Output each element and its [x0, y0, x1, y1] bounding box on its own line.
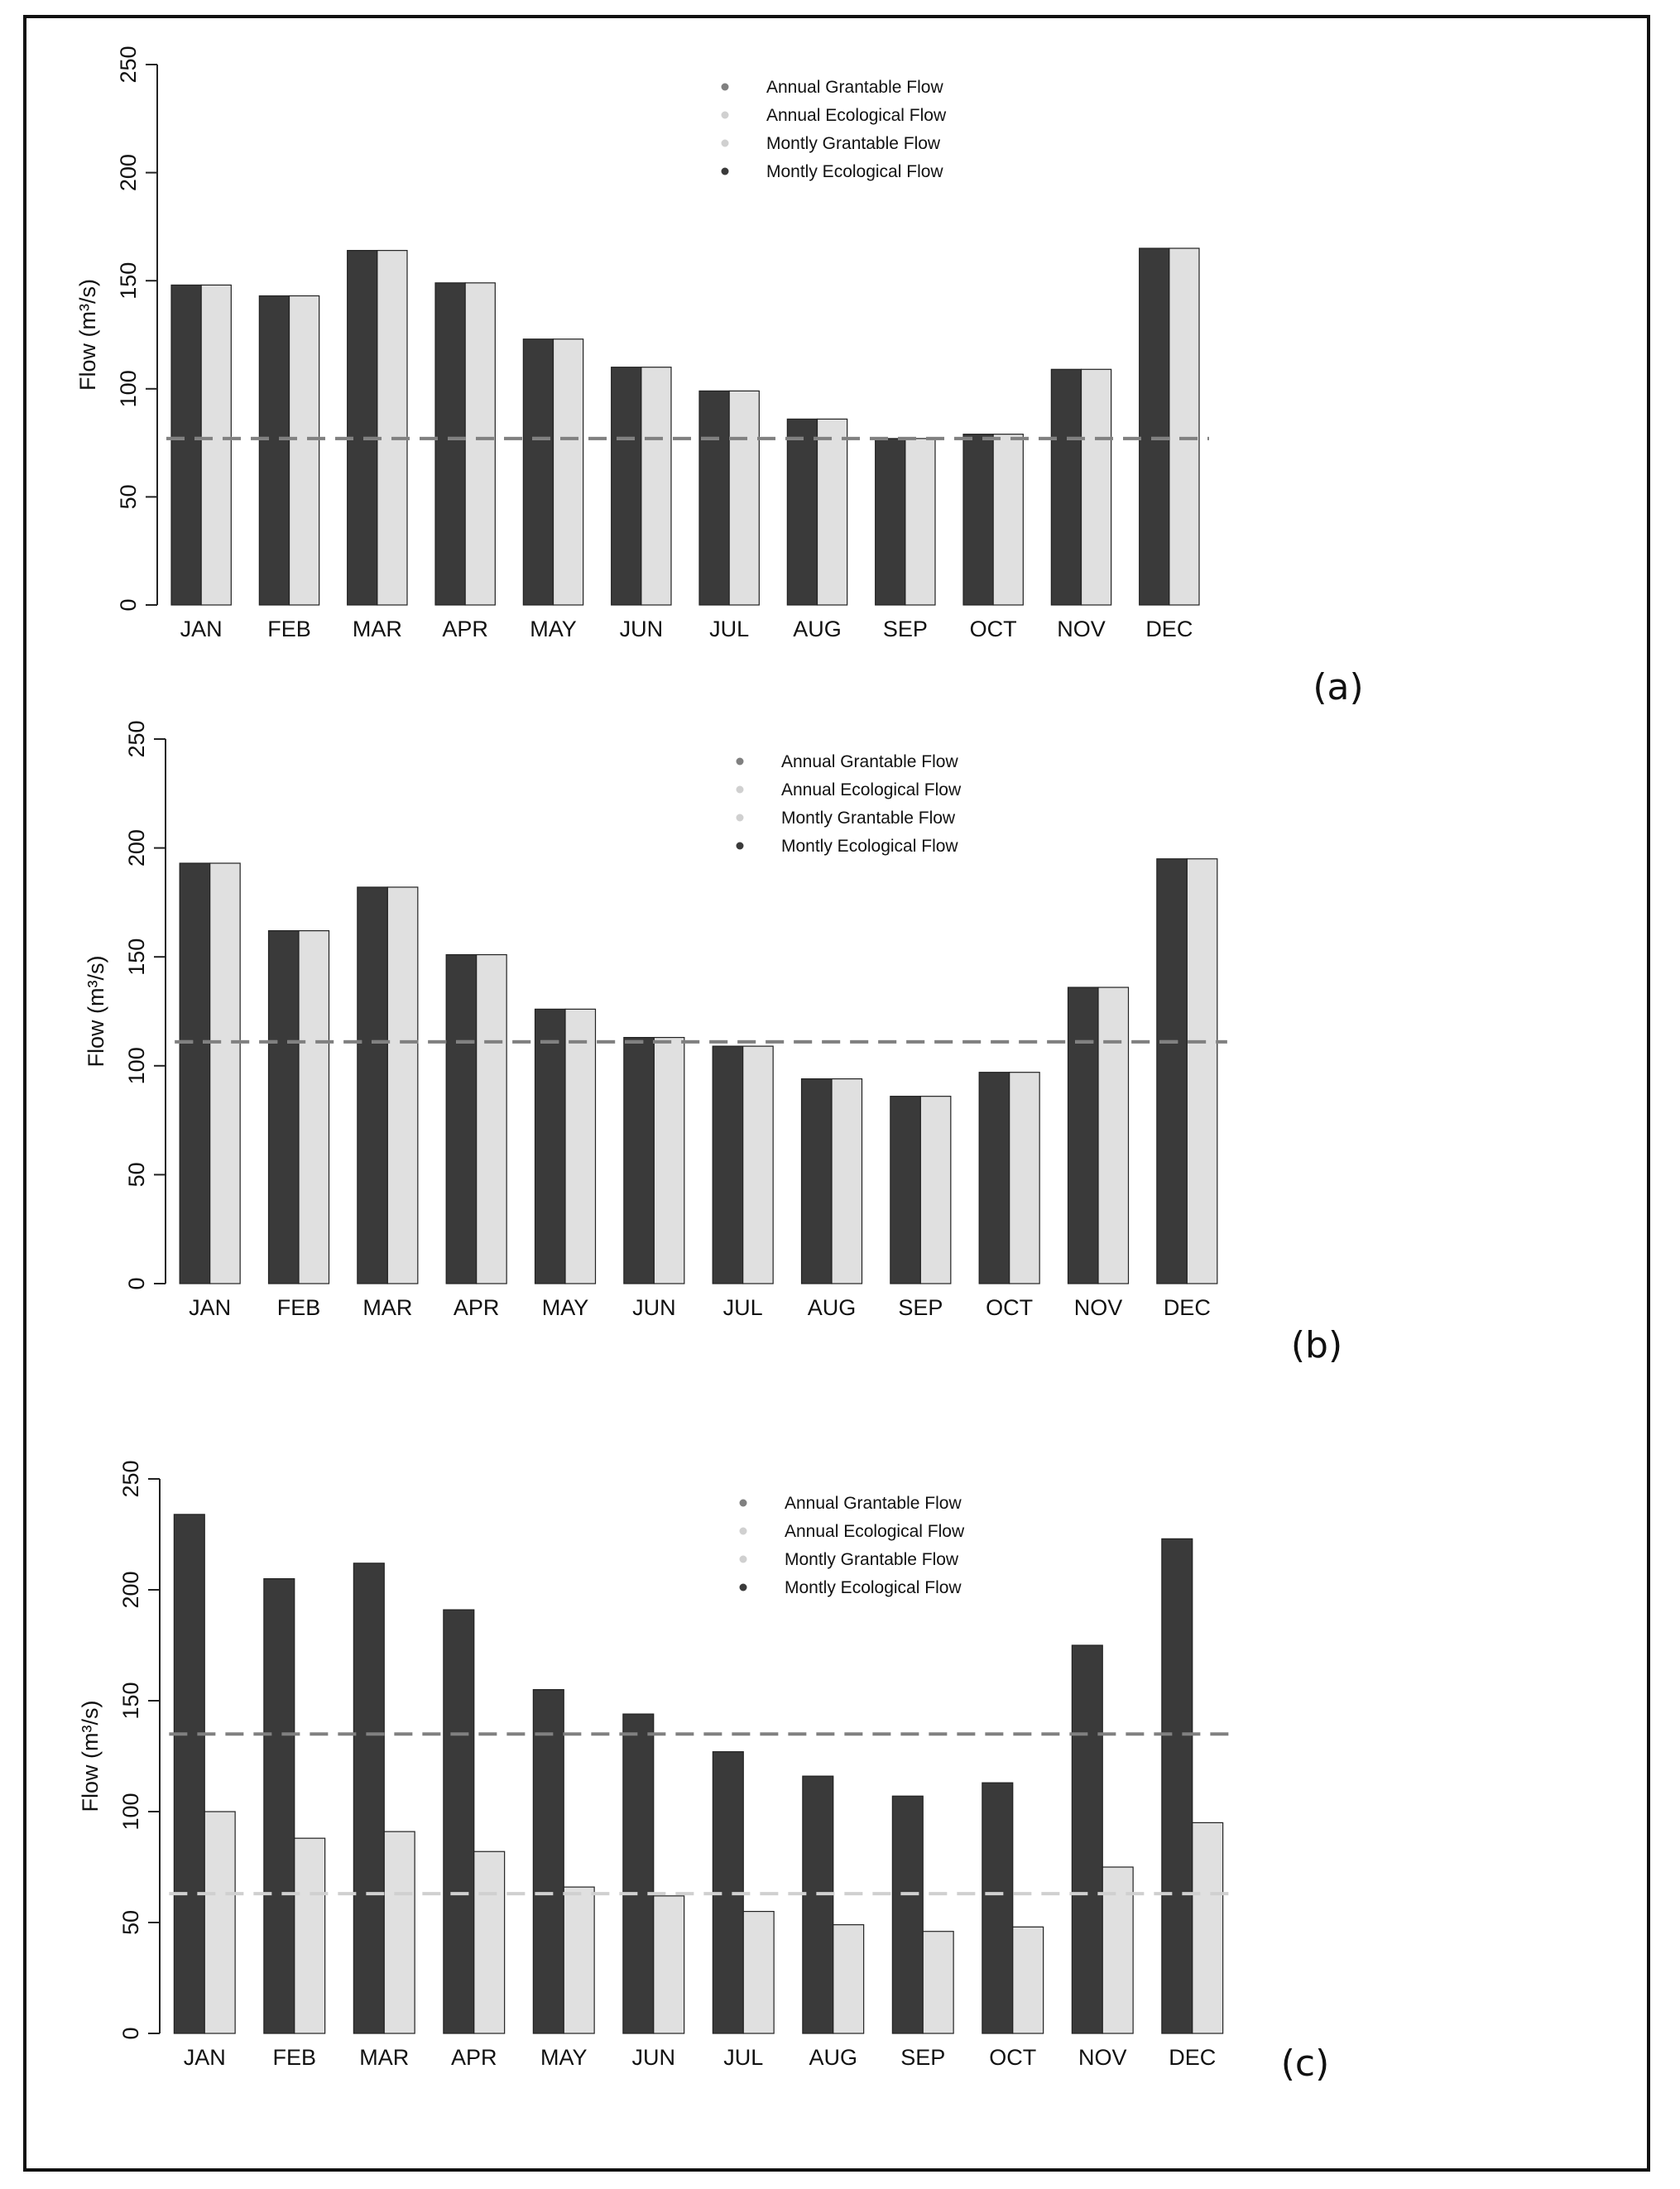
- x-tick-label: JUL: [723, 2045, 764, 2070]
- legend-marker: [740, 1584, 747, 1591]
- y-tick-label: 0: [116, 598, 141, 612]
- bar-ecological: [474, 1851, 505, 2033]
- x-tick-label: OCT: [986, 1295, 1034, 1320]
- x-tick-label: SEP: [900, 2045, 946, 2070]
- x-tick-label: MAY: [530, 617, 577, 641]
- y-tick-label: 100: [124, 1047, 149, 1085]
- bar-grantable: [444, 1610, 474, 2033]
- x-tick-label: APR: [453, 1295, 500, 1320]
- bar-ecological: [654, 1896, 684, 2033]
- x-tick-label: JAN: [180, 617, 223, 641]
- bar-ecological: [477, 955, 506, 1284]
- bar-grantable: [624, 1038, 654, 1284]
- bar-grantable: [699, 391, 729, 605]
- legend-marker: [722, 84, 729, 91]
- x-tick-label: NOV: [1073, 1295, 1123, 1320]
- legend-marker: [740, 1500, 747, 1507]
- bar-grantable: [979, 1073, 1009, 1284]
- bar-ecological: [1082, 369, 1111, 605]
- x-tick-label: JUL: [709, 617, 750, 641]
- bar-ecological: [743, 1046, 773, 1284]
- bar-grantable: [171, 285, 201, 605]
- bar-ecological: [1013, 1927, 1044, 2033]
- legend-marker: [740, 1556, 747, 1563]
- bar-grantable: [1162, 1539, 1193, 2033]
- x-tick-label: JUN: [631, 2045, 675, 2070]
- x-tick-label: SEP: [882, 617, 928, 641]
- bar-ecological: [295, 1838, 325, 2033]
- y-tick-label: 150: [118, 1682, 143, 1720]
- bar-grantable: [1157, 859, 1187, 1284]
- y-tick-label: 50: [124, 1162, 149, 1188]
- bar-ecological: [641, 367, 671, 605]
- panel-label: (a): [1313, 666, 1364, 708]
- legend-entry: Montly Grantable Flow: [781, 809, 956, 828]
- y-tick-label: 0: [124, 1277, 149, 1290]
- y-tick-label: 200: [116, 154, 141, 192]
- bar-grantable: [435, 283, 465, 605]
- legend-entry: Annual Ecological Flow: [785, 1522, 965, 1541]
- bar-grantable: [535, 1009, 565, 1284]
- bar-ecological: [384, 1831, 415, 2033]
- legend-entry: Montly Grantable Flow: [766, 134, 941, 153]
- bar-ecological: [833, 1925, 864, 2033]
- x-tick-label: FEB: [272, 2045, 317, 2070]
- x-tick-label: APR: [442, 617, 488, 641]
- x-tick-label: NOV: [1057, 617, 1106, 641]
- bar-grantable: [963, 434, 993, 605]
- x-tick-label: JUN: [619, 617, 664, 641]
- y-tick-label: 250: [118, 1460, 143, 1498]
- bar-grantable: [612, 367, 641, 605]
- legend-entry: Annual Ecological Flow: [766, 106, 947, 125]
- x-tick-label: JAN: [183, 2045, 226, 2070]
- bar-ecological: [554, 339, 583, 605]
- x-tick-label: SEP: [898, 1295, 943, 1320]
- chart-panel-3: [78, 1460, 1329, 2085]
- bar-grantable: [523, 339, 553, 605]
- bar-ecological: [1010, 1073, 1039, 1284]
- bar-ecological: [465, 283, 495, 605]
- bar-grantable: [348, 251, 377, 605]
- x-tick-label: JUL: [722, 1295, 763, 1320]
- panel-label: (b): [1290, 1324, 1343, 1366]
- bar-ecological: [201, 285, 231, 605]
- bar-ecological: [654, 1038, 684, 1284]
- x-tick-label: APR: [450, 2045, 497, 2070]
- legend-marker: [737, 758, 744, 766]
- x-tick-label: DEC: [1169, 2045, 1217, 2070]
- legend-marker: [737, 814, 744, 822]
- x-tick-label: OCT: [989, 2045, 1037, 2070]
- bar-grantable: [1068, 987, 1098, 1284]
- y-axis-title: Flow (m³/s): [78, 1700, 103, 1812]
- y-tick-label: 50: [118, 1909, 143, 1936]
- bar-ecological: [905, 439, 935, 605]
- bar-ecological: [832, 1079, 862, 1284]
- legend-entry: Montly Ecological Flow: [766, 162, 943, 181]
- bar-grantable: [264, 1579, 295, 2033]
- bar-ecological: [565, 1009, 595, 1284]
- bar-ecological: [299, 931, 329, 1284]
- x-tick-label: OCT: [969, 617, 1017, 641]
- bar-grantable: [787, 419, 817, 605]
- legend-entry: Montly Grantable Flow: [785, 1550, 959, 1569]
- y-axis-title: Flow (m³/s): [75, 279, 100, 391]
- bar-grantable: [1140, 248, 1169, 605]
- y-tick-label: 0: [118, 2027, 143, 2040]
- bar-ecological: [290, 295, 319, 605]
- chart-panel-2: [84, 720, 1342, 1366]
- y-tick-label: 100: [116, 370, 141, 408]
- bar-grantable: [982, 1783, 1013, 2033]
- panel-label: (c): [1280, 2043, 1330, 2085]
- x-tick-label: MAR: [352, 617, 402, 641]
- bar-ecological: [210, 863, 240, 1284]
- bar-grantable: [353, 1563, 384, 2033]
- legend-marker: [722, 168, 729, 175]
- bar-grantable: [358, 887, 387, 1284]
- y-tick-label: 200: [118, 1571, 143, 1609]
- legend-marker: [737, 786, 744, 794]
- x-tick-label: JAN: [189, 1295, 232, 1320]
- bar-ecological: [1193, 1822, 1223, 2033]
- bar-grantable: [174, 1515, 204, 2033]
- bar-ecological: [1187, 859, 1217, 1284]
- bar-ecological: [993, 434, 1023, 605]
- bar-ecological: [564, 1887, 594, 2033]
- bar-grantable: [446, 955, 476, 1284]
- bar-grantable: [180, 863, 209, 1284]
- bar-grantable: [803, 1776, 833, 2033]
- bar-grantable: [623, 1714, 654, 2033]
- x-tick-label: DEC: [1145, 617, 1193, 641]
- bar-ecological: [204, 1812, 235, 2033]
- bar-ecological: [377, 251, 407, 605]
- legend-entry: Annual Ecological Flow: [781, 780, 962, 799]
- legend-entry: Montly Ecological Flow: [781, 837, 958, 856]
- x-tick-label: AUG: [807, 1295, 857, 1320]
- chart-panel-1: [75, 46, 1364, 708]
- y-tick-label: 200: [124, 829, 149, 867]
- bar-grantable: [1051, 369, 1081, 605]
- x-tick-label: FEB: [276, 1295, 321, 1320]
- x-tick-label: MAR: [359, 2045, 410, 2070]
- bar-ecological: [920, 1097, 950, 1284]
- legend-marker: [737, 842, 744, 850]
- y-axis-title: Flow (m³/s): [84, 955, 108, 1068]
- bar-ecological: [923, 1932, 953, 2033]
- x-tick-label: AUG: [793, 617, 842, 641]
- legend-marker: [740, 1528, 747, 1535]
- bar-ecological: [743, 1912, 774, 2033]
- legend-entry: Montly Ecological Flow: [785, 1578, 962, 1597]
- bar-ecological: [1169, 248, 1199, 605]
- bar-grantable: [876, 439, 905, 605]
- y-tick-label: 150: [124, 938, 149, 976]
- bar-grantable: [533, 1690, 564, 2033]
- x-tick-label: NOV: [1078, 2045, 1127, 2070]
- bar-ecological: [1102, 1867, 1133, 2033]
- bar-grantable: [890, 1097, 920, 1284]
- x-tick-label: MAY: [541, 1295, 589, 1320]
- bar-grantable: [892, 1796, 923, 2033]
- x-tick-label: AUG: [809, 2045, 858, 2070]
- bar-ecological: [387, 887, 417, 1284]
- y-tick-label: 50: [116, 484, 141, 510]
- x-tick-label: MAY: [540, 2045, 588, 2070]
- bar-grantable: [269, 931, 299, 1284]
- legend-marker: [722, 140, 729, 147]
- y-tick-label: 150: [116, 262, 141, 300]
- legend-entry: Annual Grantable Flow: [781, 752, 958, 771]
- y-tick-label: 250: [116, 46, 141, 84]
- x-tick-label: JUN: [632, 1295, 676, 1320]
- x-tick-label: FEB: [267, 617, 311, 641]
- bar-ecological: [729, 391, 759, 605]
- x-tick-label: MAR: [362, 1295, 413, 1320]
- bar-grantable: [713, 1046, 742, 1284]
- legend-entry: Annual Grantable Flow: [785, 1494, 962, 1513]
- bar-grantable: [802, 1079, 832, 1284]
- y-tick-label: 250: [124, 720, 149, 758]
- bar-ecological: [818, 419, 847, 605]
- legend-entry: Annual Grantable Flow: [766, 78, 943, 97]
- x-tick-label: DEC: [1163, 1295, 1211, 1320]
- y-tick-label: 100: [118, 1793, 143, 1831]
- bar-grantable: [259, 295, 289, 605]
- legend-marker: [722, 112, 729, 119]
- bar-ecological: [1098, 987, 1128, 1284]
- bar-grantable: [1072, 1645, 1102, 2033]
